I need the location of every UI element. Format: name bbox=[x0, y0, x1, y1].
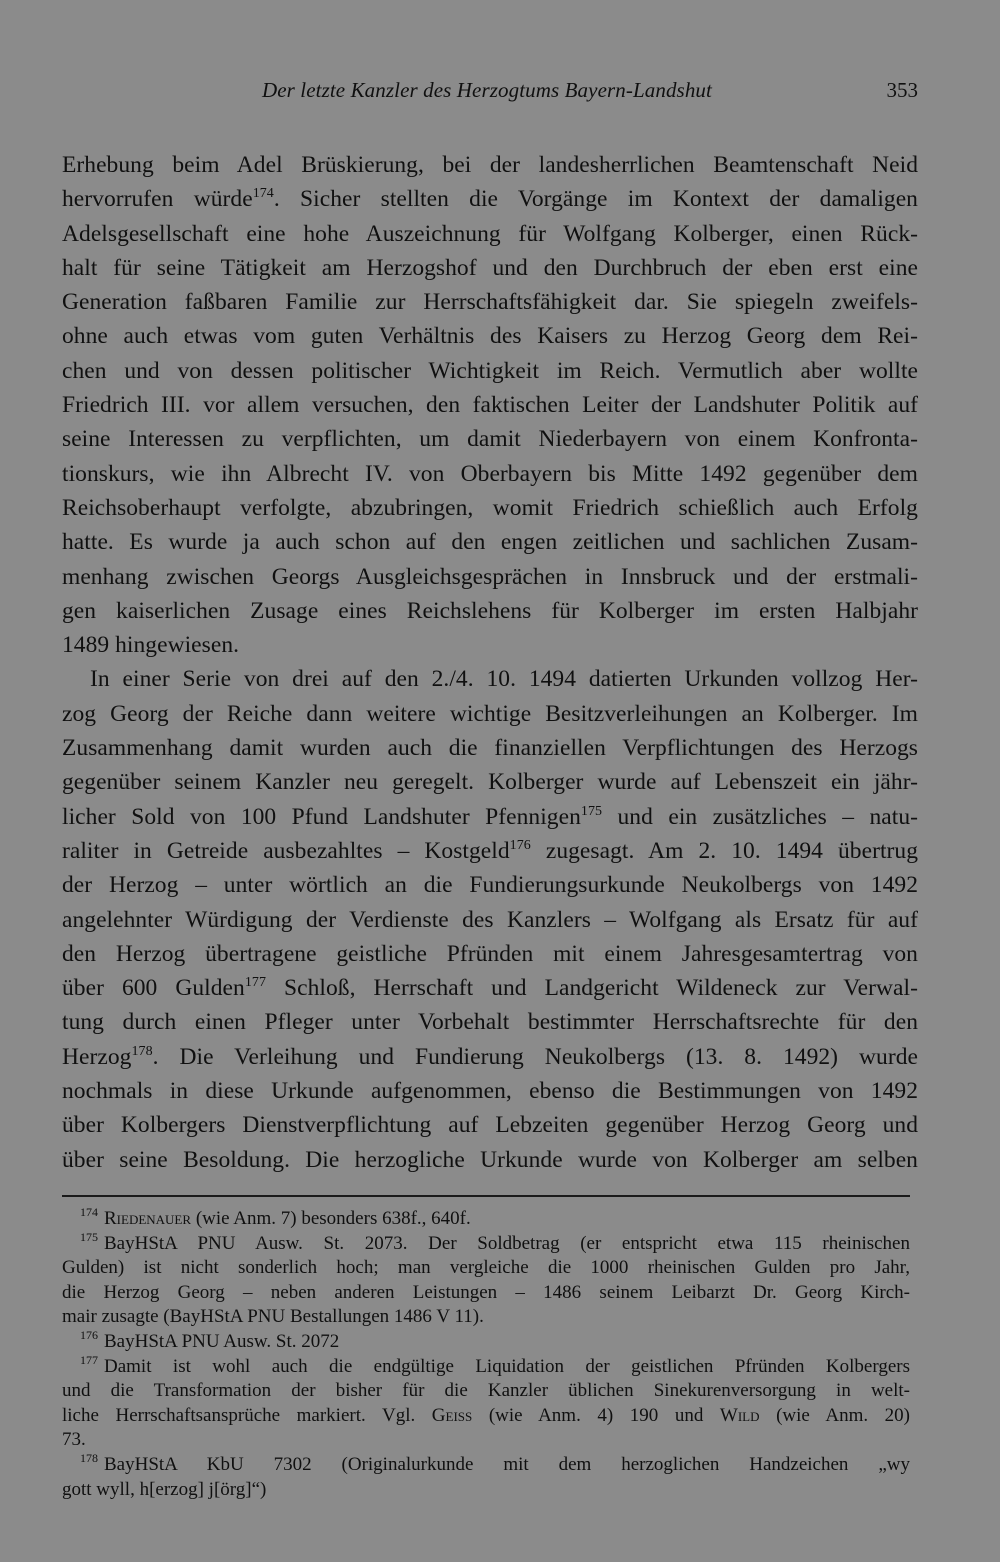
page-number: 353 bbox=[886, 78, 918, 102]
footnotes bbox=[62, 1207, 910, 1502]
footnote-start-line bbox=[62, 1229, 910, 1257]
text-line bbox=[62, 971, 918, 1005]
footnote-text: die Herzog Georg – neben anderen Leistungen – 1486 seinem Leibarzt Dr. Georg Kirch- bbox=[62, 1281, 910, 1303]
text-line bbox=[62, 148, 918, 182]
text-line bbox=[62, 1005, 918, 1039]
footnote-line bbox=[62, 1281, 910, 1306]
footnote-number: 178 bbox=[80, 1450, 98, 1465]
text-span: Herzog bbox=[62, 1043, 132, 1070]
text-span: über Kolbergers Dienstverpflichtung auf Lebzeiten gegenüber Herzog Georg und bbox=[62, 1112, 918, 1139]
text-line bbox=[62, 182, 918, 216]
footnote-text: gott wyll, h[erzog] j[örg]“) bbox=[62, 1478, 267, 1500]
text-line bbox=[62, 662, 918, 696]
text-span: seine Interessen zu verpflichten, um damit Niederbayern von einem Konfronta- bbox=[62, 426, 918, 453]
text-span: gegenüber seinem Kanzler neu geregelt. Kolberger wurde auf Lebenszeit ein jähr- bbox=[62, 769, 918, 796]
footnote-start-line bbox=[62, 1327, 910, 1355]
text-span: . Die Verleihung und Fundierung Neukolbergs (13. 8. 1492) wurde bbox=[152, 1043, 918, 1070]
text-line bbox=[62, 354, 918, 388]
footnote-number: 175 bbox=[80, 1229, 98, 1244]
text-line bbox=[62, 903, 918, 937]
text-line bbox=[62, 1074, 918, 1108]
text-span: hervorrufen würde bbox=[62, 186, 253, 213]
text-span: tung durch einen Pfleger unter Vorbehalt bestimmter Herrschaftsrechte für den bbox=[62, 1009, 918, 1036]
text-line bbox=[62, 1040, 918, 1074]
text-span: gen kaiserlichen Zusage eines Reichslehens für Kolberger im ersten Halbjahr bbox=[62, 597, 918, 624]
running-header bbox=[62, 78, 918, 114]
footnote-text: Riedenauer (wie Anm. 7) besonders 638f., 640f. bbox=[104, 1208, 471, 1229]
text-line bbox=[62, 457, 918, 491]
text-line bbox=[62, 765, 918, 799]
text-line bbox=[62, 422, 918, 456]
text-line bbox=[62, 319, 918, 353]
footnote-start-line bbox=[62, 1450, 910, 1478]
footnote-line bbox=[62, 1404, 910, 1429]
footnote-text: BayHStA PNU Ausw. St. 2072 bbox=[104, 1330, 340, 1352]
text-line bbox=[62, 285, 918, 319]
footnote-ref: 175 bbox=[580, 803, 603, 819]
footnote-text: mair zusagte (BayHStA PNU Bestallungen 1486 V 11). bbox=[62, 1306, 484, 1328]
text-span: nochmals in diese Urkunde aufgenommen, ebenso die Bestimmungen von 1492 bbox=[62, 1078, 918, 1105]
footnote-text: Gulden) ist nicht sonderlich hoch; man vergleiche die 1000 rheinischen Gulden pro Jahr, bbox=[62, 1257, 910, 1279]
text-span: Schloß, Herrschaft und Landgericht Wildeneck zur Verwal- bbox=[266, 975, 918, 1002]
footnote-text: BayHStA KbU 7302 (Originalurkunde mit dem herzoglichen Handzeichen „wy bbox=[104, 1453, 910, 1475]
footnote-start-line bbox=[62, 1352, 910, 1380]
text-span: chen und von dessen politischer Wichtigkeit im Reich. Vermutlich aber wollte bbox=[62, 357, 918, 384]
text-line bbox=[62, 937, 918, 971]
footnote-text: BayHStA PNU Ausw. St. 2073. Der Soldbetrag (er entspricht etwa 115 rheinischen bbox=[104, 1232, 910, 1254]
text-line bbox=[62, 834, 918, 868]
footnote-text: Damit ist wohl auch die endgültige Liquidation der geistlichen Pfründen Kolbergers bbox=[104, 1355, 910, 1377]
text-span: den Herzog übertragene geistliche Pfründen mit einem Jahresgesamtertrag von bbox=[62, 940, 918, 967]
text-span: der Herzog – unter wörtlich an die Fundierungsurkunde Neukolbergs von 1492 bbox=[62, 872, 918, 899]
text-line bbox=[62, 525, 918, 559]
footnote-number: 174 bbox=[80, 1205, 98, 1219]
text-line bbox=[62, 731, 918, 765]
text-span: 1489 hingewiesen. bbox=[62, 632, 240, 659]
text-span: über seine Besoldung. Die herzogliche Urkunde wurde von Kolberger am selben bbox=[62, 1146, 918, 1173]
text-span: licher Sold von 100 Pfund Landshuter Pfennigen bbox=[62, 803, 581, 830]
text-span: Adelsgesellschaft eine hohe Auszeichnung für Wolfgang Kolberger, einen Rück- bbox=[62, 220, 918, 247]
text-line bbox=[62, 800, 918, 834]
footnote-divider bbox=[62, 1195, 910, 1197]
text-line bbox=[62, 491, 918, 525]
text-span: raliter in Getreide ausbezahltes – Kostgeld bbox=[62, 837, 510, 864]
text-span: hatte. Es wurde ja auch schon auf den engen zeitlichen und sachlichen Zusam- bbox=[62, 529, 918, 556]
footnote-text: und die Transformation der bisher für die Kanzler üblichen Sinekurenversorgung in welt- bbox=[62, 1380, 910, 1402]
text-line bbox=[62, 697, 918, 731]
text-span: Zusammenhang damit wurden auch die finanziellen Verpflichtungen des Herzogs bbox=[62, 735, 918, 762]
footnote-text: liche Herrschaftsansprüche markiert. Vgl. Geiss (wie Anm. 4) 190 und Wild (wie Anm. 20) bbox=[62, 1404, 910, 1426]
main-text bbox=[62, 148, 918, 1177]
footnote-number: 176 bbox=[80, 1327, 98, 1342]
text-span: In einer Serie von drei auf den 2./4. 10. 1494 datierten Urkunden vollzog Her- bbox=[90, 666, 918, 693]
text-line bbox=[62, 594, 918, 628]
footnote-line bbox=[62, 1478, 910, 1503]
text-span: zugesagt. Am 2. 10. 1494 übertrug bbox=[530, 837, 919, 864]
footnote-line bbox=[62, 1428, 910, 1453]
text-line bbox=[62, 251, 918, 285]
text-span: . Sicher stellten die Vorgänge im Kontext der damaligen bbox=[273, 186, 918, 213]
text-span: zog Georg der Reiche dann weitere wichtige Besitzverleihungen an Kolberger. Im bbox=[62, 700, 918, 727]
footnote-text: 73. bbox=[62, 1429, 86, 1451]
text-line bbox=[62, 1143, 918, 1177]
text-line bbox=[62, 217, 918, 251]
footnote-line bbox=[62, 1305, 910, 1330]
text-line bbox=[62, 560, 918, 594]
text-span: Reichsoberhaupt verfolgte, abzubringen, womit Friedrich schießlich auch Erfolg bbox=[62, 494, 918, 521]
footnote-number: 177 bbox=[80, 1352, 98, 1367]
text-line bbox=[62, 628, 918, 662]
text-line bbox=[62, 1108, 918, 1142]
text-span: Erhebung beim Adel Brüskierung, bei der landesherrlichen Beamtenschaft Neid bbox=[62, 152, 918, 178]
text-span: und ein zusätzliches – natu- bbox=[602, 803, 918, 830]
text-span: Generation faßbaren Familie zur Herrschaftsfähigkeit dar. Sie spiegeln zweifels- bbox=[62, 289, 918, 316]
running-title: Der letzte Kanzler des Herzogtums Bayern-Landshut bbox=[262, 78, 712, 102]
footnote-line bbox=[62, 1256, 910, 1281]
text-span: menhang zwischen Georgs Ausgleichsgesprächen in Innsbruck und der erstmali- bbox=[62, 563, 918, 590]
footnote-line bbox=[62, 1379, 910, 1404]
footnote-ref: 174 bbox=[252, 186, 274, 202]
text-span: angelehnter Würdigung der Verdienste des Kanzlers – Wolfgang als Ersatz für auf bbox=[62, 906, 918, 933]
text-span: halt für seine Tätigkeit am Herzogshof und den Durchbruch der eben erst eine bbox=[62, 254, 918, 281]
text-span: ohne auch etwas vom guten Verhältnis des Kaisers zu Herzog Georg dem Rei- bbox=[62, 323, 918, 350]
text-span: tionskurs, wie ihn Albrecht IV. von Oberbayern bis Mitte 1492 gegenüber dem bbox=[62, 460, 918, 487]
footnote-ref: 176 bbox=[509, 837, 531, 853]
text-line bbox=[62, 868, 918, 902]
text-span: Friedrich III. vor allem versuchen, den faktischen Leiter der Landshuter Politik auf bbox=[62, 392, 918, 419]
text-span: über 600 Gulden bbox=[62, 975, 245, 1002]
footnote-ref: 177 bbox=[244, 975, 266, 991]
footnote-start-line bbox=[62, 1207, 910, 1232]
footnote-ref: 178 bbox=[131, 1043, 153, 1059]
text-line bbox=[62, 388, 918, 422]
